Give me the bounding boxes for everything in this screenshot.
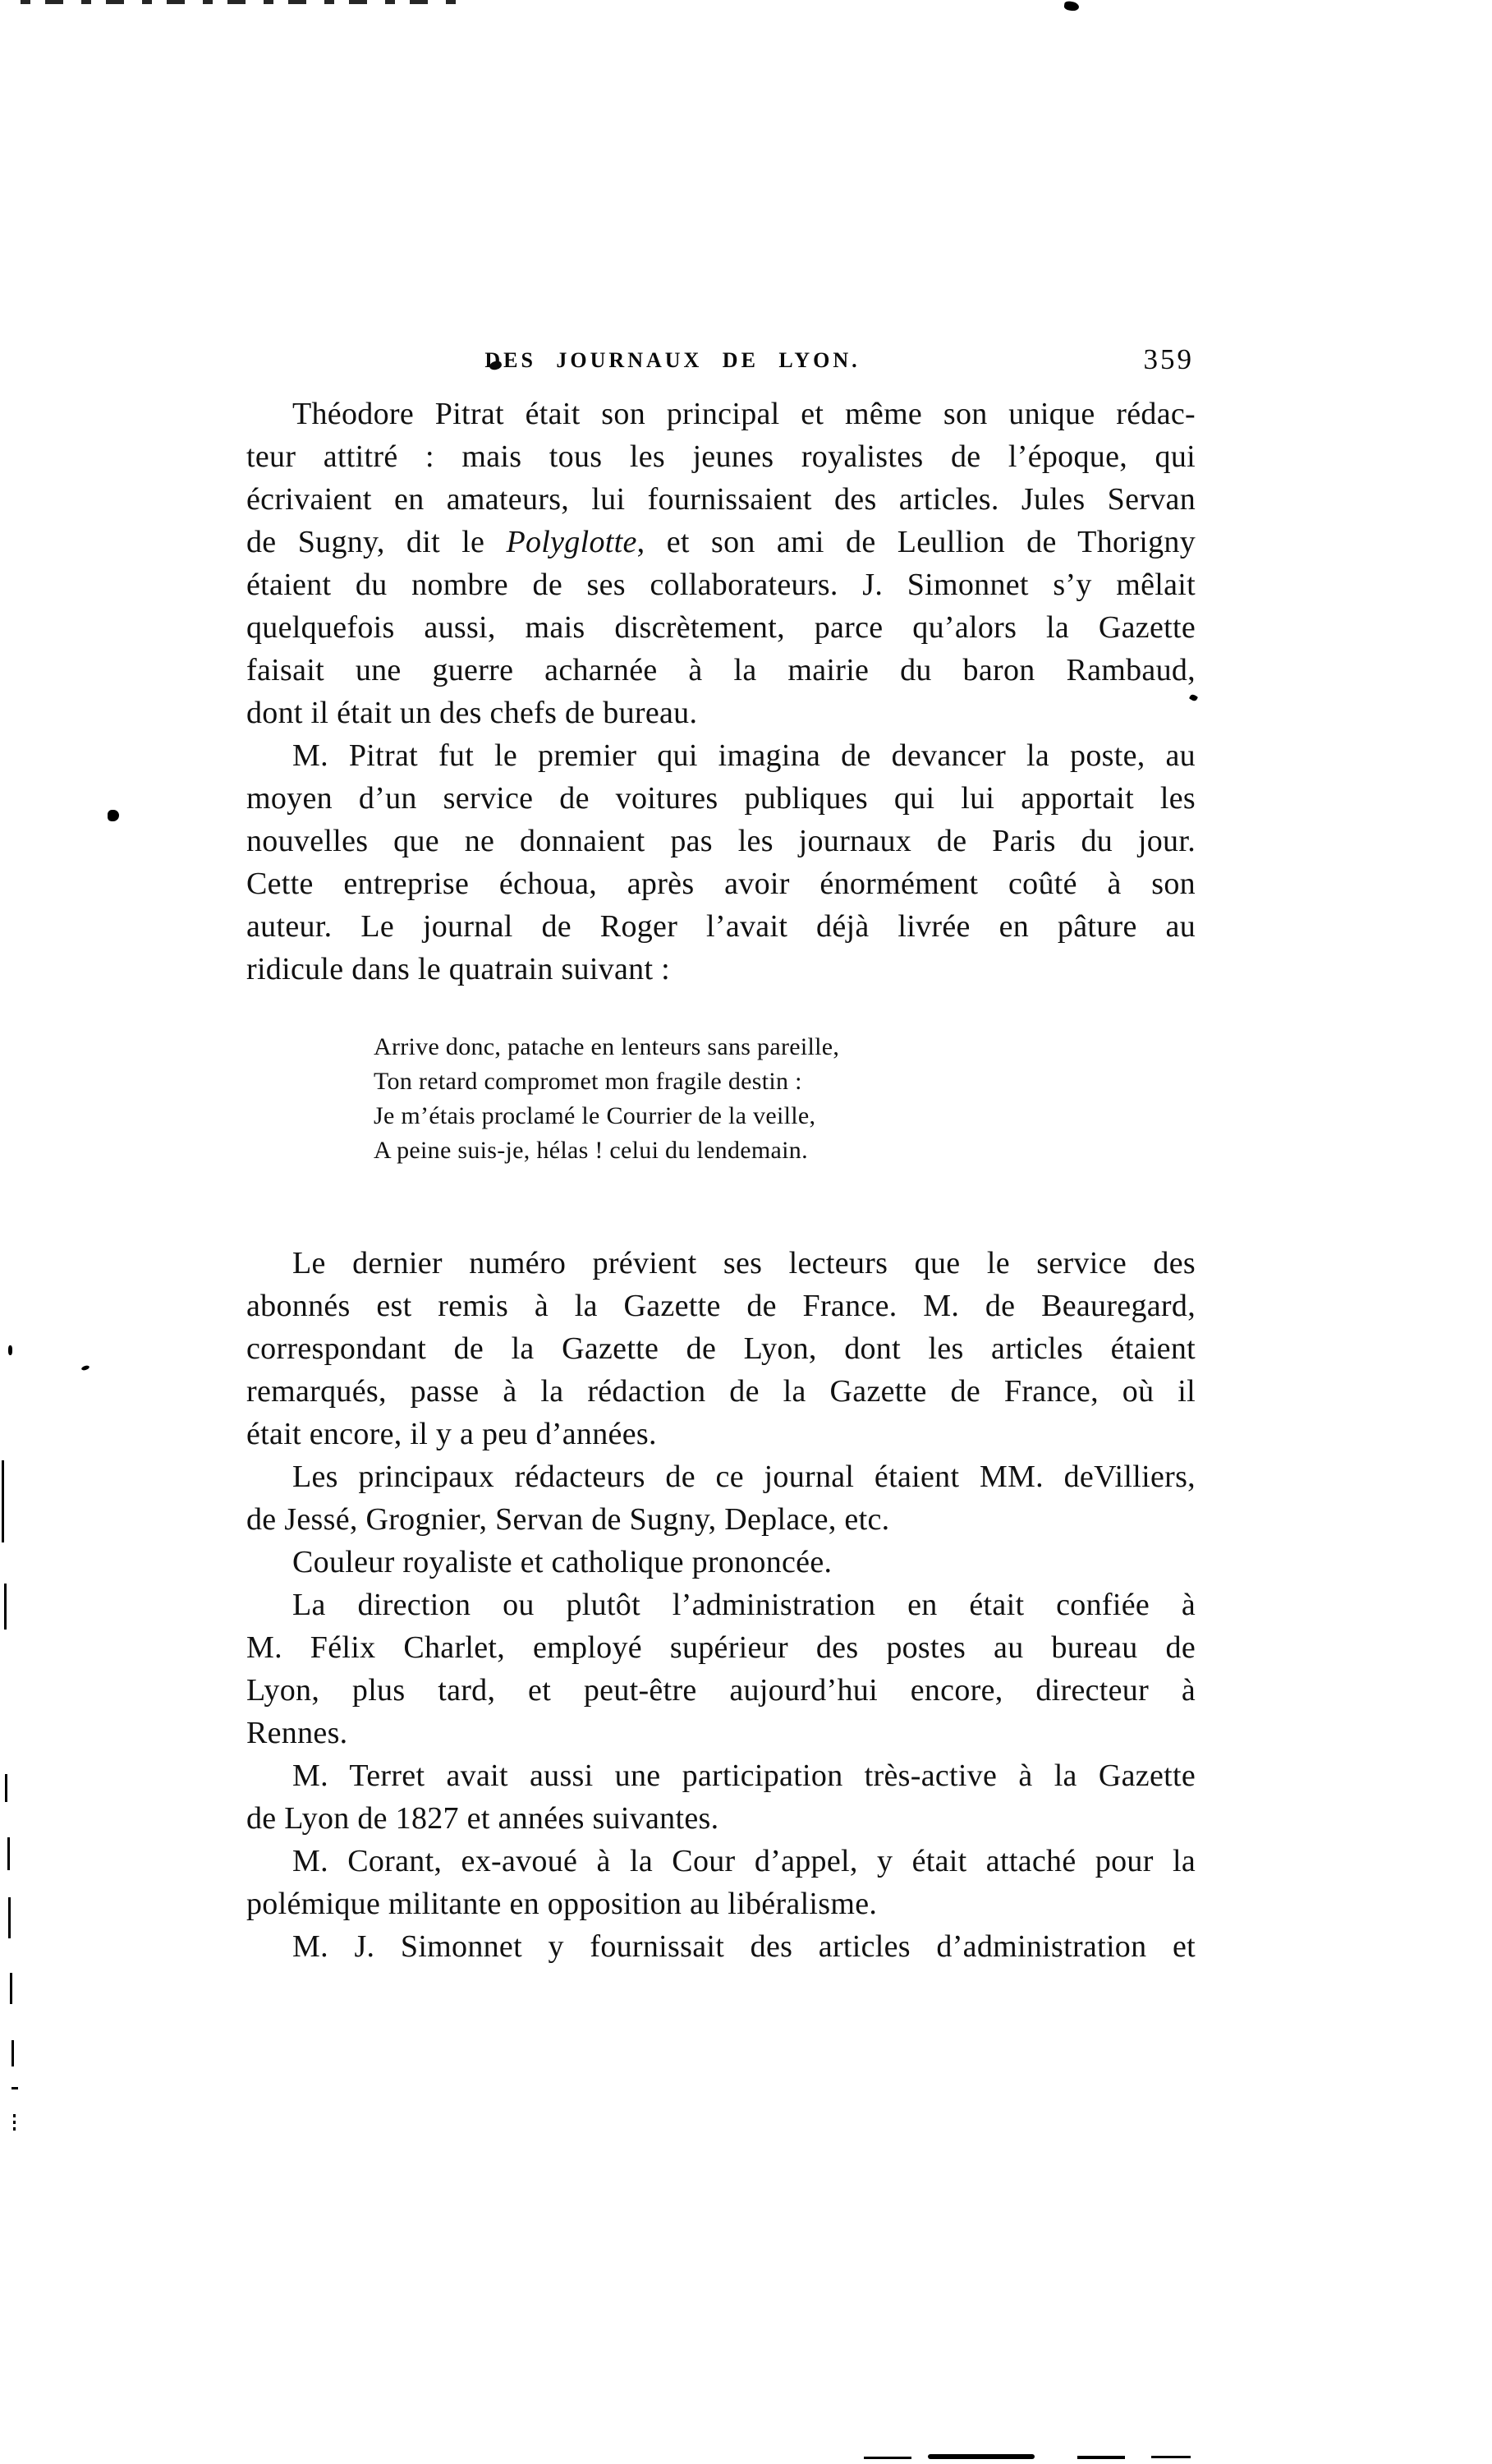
scan-artifact-binding-line — [11, 2040, 14, 2066]
scan-artifact-binding-line — [8, 1897, 11, 1938]
text-line: Ton retard compromet mon fragile destin : — [374, 1068, 802, 1095]
text-line: moyen d’un service de voitures publiques qui lui apportait les — [246, 781, 1196, 816]
text-line: Rennes. — [246, 1716, 348, 1750]
text-line: correspondant de la Gazette de Lyon, dont les articles étaient — [246, 1331, 1196, 1366]
text-line: auteur. Le journal de Roger l’avait déjà livrée en pâture au — [246, 909, 1196, 944]
scan-artifact-bottom-edge — [928, 2454, 1035, 2459]
text-line: Lyon, plus tard, et peut-être aujourd’hui encore, directeur à — [246, 1673, 1196, 1708]
text-line: Les principaux rédacteurs de ce journal étaient MM. deVilliers, — [292, 1460, 1196, 1494]
page-number: 359 — [1143, 343, 1194, 375]
scan-artifact-bottom-edge — [1077, 2456, 1125, 2459]
paragraph — [246, 1584, 1196, 1754]
paragraph — [246, 393, 1196, 734]
text-line: remarqués, passe à la rédaction de la Gazette de France, où il — [246, 1374, 1196, 1409]
scan-artifact-speck — [8, 1345, 12, 1355]
paragraph — [246, 1754, 1196, 1840]
text-line: Cette entreprise échoua, après avoir énormément coûté à son — [246, 867, 1196, 901]
text-line: M. Félix Charlet, employé supérieur des postes au bureau de — [246, 1630, 1196, 1665]
paragraph — [246, 1455, 1196, 1541]
text-line: dont il était un des chefs de bureau. — [246, 696, 698, 730]
text-line: Couleur royaliste et catholique prononcée. — [292, 1545, 833, 1579]
text-line: M. J. Simonnet y fournissait des articles d’administration et — [292, 1929, 1196, 1964]
paragraph — [246, 1242, 1196, 1455]
text-line: faisait une guerre acharnée à la mairie du baron Rambaud, — [246, 653, 1196, 687]
scan-artifact-ink-blob — [108, 810, 119, 821]
paragraph — [246, 1840, 1196, 1925]
scan-artifact-bottom-edge — [1151, 2456, 1191, 2458]
text-line: ridicule dans le quatrain suivant : — [246, 952, 670, 986]
text-line: M. Terret avait aussi une participation très-active à la Gazette — [292, 1758, 1196, 1793]
scan-artifact-top-edge — [21, 0, 464, 4]
text-line: était encore, il y a peu d’années. — [246, 1417, 657, 1451]
text-line: écrivaient en amateurs, lui fournissaient des articles. Jules Servan — [246, 482, 1196, 517]
page-title: DES JOURNAUX DE LYON. — [484, 348, 861, 372]
scan-artifact-binding-line — [5, 1774, 7, 1802]
text-line: étaient du nombre de ses collaborateurs. J. Simonnet s’y mêlait — [246, 568, 1196, 602]
paragraph — [246, 1541, 1196, 1584]
text-line: M. Pitrat fut le premier qui imagina de devancer la poste, au — [292, 738, 1196, 773]
text-line: Je m’étais proclamé le Courrier de la veille, — [374, 1102, 816, 1129]
scan-artifact-speck — [13, 2114, 16, 2131]
scan-artifact-binding-line — [4, 1584, 7, 1630]
scan-artifact-ink-blob — [1063, 1, 1079, 11]
scan-artifact-binding-line — [2, 1460, 4, 1542]
text-line: Théodore Pitrat était son principal et même son unique rédac- — [292, 397, 1196, 431]
paragraph — [246, 734, 1196, 991]
text-line: teur attitré : mais tous les jeunes royalistes de l’époque, qui — [246, 439, 1196, 474]
verse-block — [374, 1030, 1196, 1168]
scan-artifact-binding-line — [10, 1973, 12, 2004]
scan-artifact-speck — [11, 2087, 18, 2089]
scan-artifact-speck — [80, 1365, 90, 1372]
text-line: abonnés est remis à la Gazette de France. M. de Beauregard, — [246, 1289, 1196, 1323]
paragraph — [246, 1925, 1196, 1968]
text-block — [246, 393, 1196, 1968]
text-line: A peine suis-je, hélas ! celui du lendemain. — [374, 1137, 808, 1164]
text-line: polémique militante en opposition au libéralisme. — [246, 1887, 878, 1921]
scan-artifact-binding-line — [7, 1837, 10, 1870]
running-head — [246, 343, 1196, 381]
text-line: de Jessé, Grognier, Servan de Sugny, Deplace, etc. — [246, 1502, 890, 1537]
text-line: de Lyon de 1827 et années suivantes. — [246, 1801, 719, 1836]
text-line: nouvelles que ne donnaient pas les journaux de Paris du jour. — [246, 824, 1196, 858]
text-line: M. Corant, ex-avoué à la Cour d’appel, y était attaché pour la — [292, 1844, 1196, 1878]
text-line: quelquefois aussi, mais discrètement, parce qu’alors la Gazette — [246, 610, 1196, 645]
text-line: Le dernier numéro prévient ses lecteurs que le service des — [292, 1246, 1196, 1280]
text-line: La direction ou plutôt l’administration en était confiée à — [292, 1588, 1196, 1622]
text-line: Arrive donc, patache en lenteurs sans pareille, — [374, 1033, 840, 1060]
scan-artifact-bottom-edge — [864, 2457, 911, 2459]
text-line: de Sugny, dit le Polyglotte, et son ami de Leullion de Thorigny — [246, 525, 1196, 559]
